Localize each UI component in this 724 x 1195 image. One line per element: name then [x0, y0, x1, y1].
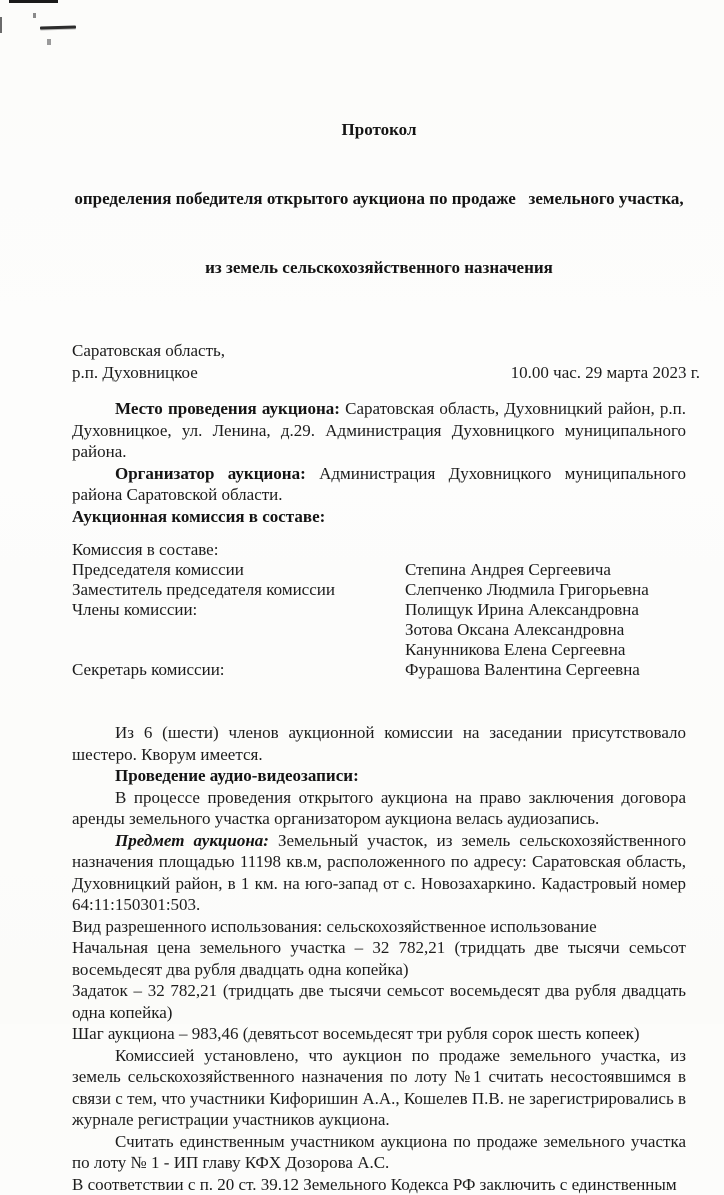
- organizer-label: Организатор аукциона:: [115, 464, 306, 483]
- scan-artifact-speck: [33, 13, 36, 18]
- title-line-1: Протокол: [72, 118, 686, 141]
- commission-role-label: Заместитель председателя комиссии: [72, 580, 405, 600]
- commission-row: [72, 540, 686, 560]
- paragraph-conclusion: В соответствии с п. 20 ст. 39.12 Земельного Кодекса РФ заключить с единственным: [72, 1174, 686, 1195]
- meeting-place-label: Место проведения аукциона:: [115, 399, 340, 418]
- commission-row: [72, 600, 686, 620]
- commission-table: [72, 540, 686, 680]
- commission-member-name: Зотова Оксана Александровна: [405, 620, 686, 640]
- resolution-section: [72, 722, 686, 1195]
- paragraph-initial-price: Начальная цена земельного участка – 32 782,21 (тридцать две тысячи семьсот восемьдесят два рубля двадцать одна копейка): [72, 937, 686, 980]
- commission-role-label: [72, 640, 405, 660]
- recording-heading: Проведение аудио-видеозаписи:: [72, 765, 686, 787]
- paragraph-failed-lot: Комиссией установлено, что аукцион по продаже земельного участка, из земель сельскохозяйственного назначения по лоту №1 считать несостоявшимся в связи с тем, что участники Кифоришин А.А., Кошелев П.В. не зарегистрировались в журнале регистрации участников аукциона.: [72, 1045, 686, 1131]
- subject-label: Предмет аукциона:: [115, 831, 269, 850]
- settlement-line: р.п. Духовницкое: [72, 362, 198, 384]
- line-auction-step: Шаг аукциона – 983,46 (девятьсот восемьдесят три рубля сорок шесть копеек): [72, 1023, 686, 1045]
- paragraph-deposit: Задаток – 32 782,21 (тридцать две тысячи семьсот восемьдесят два рубля двадцать одна копейка): [72, 980, 686, 1023]
- commission-heading: Аукционная комиссия в составе:: [72, 506, 686, 528]
- commission-member-name: Полищук Ирина Александровна: [405, 600, 686, 620]
- commission-role-label: [72, 620, 405, 640]
- scan-artifact-speck: [47, 39, 51, 45]
- paragraph-subject: [72, 830, 686, 916]
- scan-artifact-edge-sliver: [0, 17, 2, 33]
- commission-member-name: Слепченко Людмила Григорьевна: [405, 580, 686, 600]
- title-line-2: определения победителя открытого аукциона по продаже земельного участка,: [72, 187, 686, 210]
- commission-role-label: Члены комиссии:: [72, 600, 405, 620]
- meeting-place-text: Саратовская область, Духовницкий район, р.п. Духовницкое, ул. Ленина, д.29. Администрация Духовницкого муниципального района.: [72, 399, 686, 461]
- commission-member-name: Канунникова Елена Сергеевна: [405, 640, 686, 660]
- commission-member-name: Степина Андрея Сергеевича: [405, 560, 686, 580]
- organizer-text: Администрация Духовницкого муниципального района Саратовской области.: [72, 464, 686, 505]
- line-permitted-use: Вид разрешенного использования: сельскохозяйственное использование: [72, 916, 686, 938]
- commission-row: [72, 580, 686, 600]
- subject-text: Земельный участок, из земель сельскохозяйственного назначения площадью 11198 кв.м, расположенного по адресу: Саратовская область, Духовницкий район, в 1 км. на юго-запад от с. Новозахаркино. Кадастровый номер 64:11:150301:503.: [72, 831, 686, 915]
- paragraph-organizer: [72, 463, 686, 506]
- paragraph-meeting-place: [72, 398, 686, 463]
- commission-row: [72, 560, 686, 580]
- paragraph-quorum: Из 6 (шести) членов аукционной комиссии на заседании присутствовало шестеро. Кворум имеется.: [72, 722, 686, 765]
- paragraph-sole-participant: Считать единственным участником аукциона по продаже земельного участка по лоту № 1 - ИП главу КФХ Дозорова А.С.: [72, 1131, 686, 1174]
- settlement-and-date-row: [72, 362, 686, 384]
- commission-row: [72, 660, 686, 680]
- paragraph-recording: В процессе проведения открытого аукциона на право заключения договора аренды земельного участка организатором аукциона велась аудиозапись.: [72, 787, 686, 830]
- region-line: Саратовская область,: [72, 340, 686, 362]
- commission-row: [72, 640, 686, 660]
- commission-role-label: Комиссия в составе:: [72, 540, 405, 560]
- commission-member-name: Фурашова Валентина Сергеевна: [405, 660, 686, 680]
- commission-row: [72, 620, 686, 640]
- intro-section: [72, 398, 686, 527]
- title-line-3: из земель сельскохозяйственного назначения: [72, 256, 686, 279]
- commission-role-label: Председателя комиссии: [72, 560, 405, 580]
- scan-artifact-top-bar: [9, 0, 58, 3]
- protocol-datetime: 10.00 час. 29 марта 2023 г.: [511, 362, 700, 384]
- place-and-date-block: [72, 340, 686, 384]
- commission-member-name: [405, 540, 686, 560]
- document-title: [72, 72, 686, 325]
- commission-role-label: Секретарь комиссии:: [72, 660, 405, 680]
